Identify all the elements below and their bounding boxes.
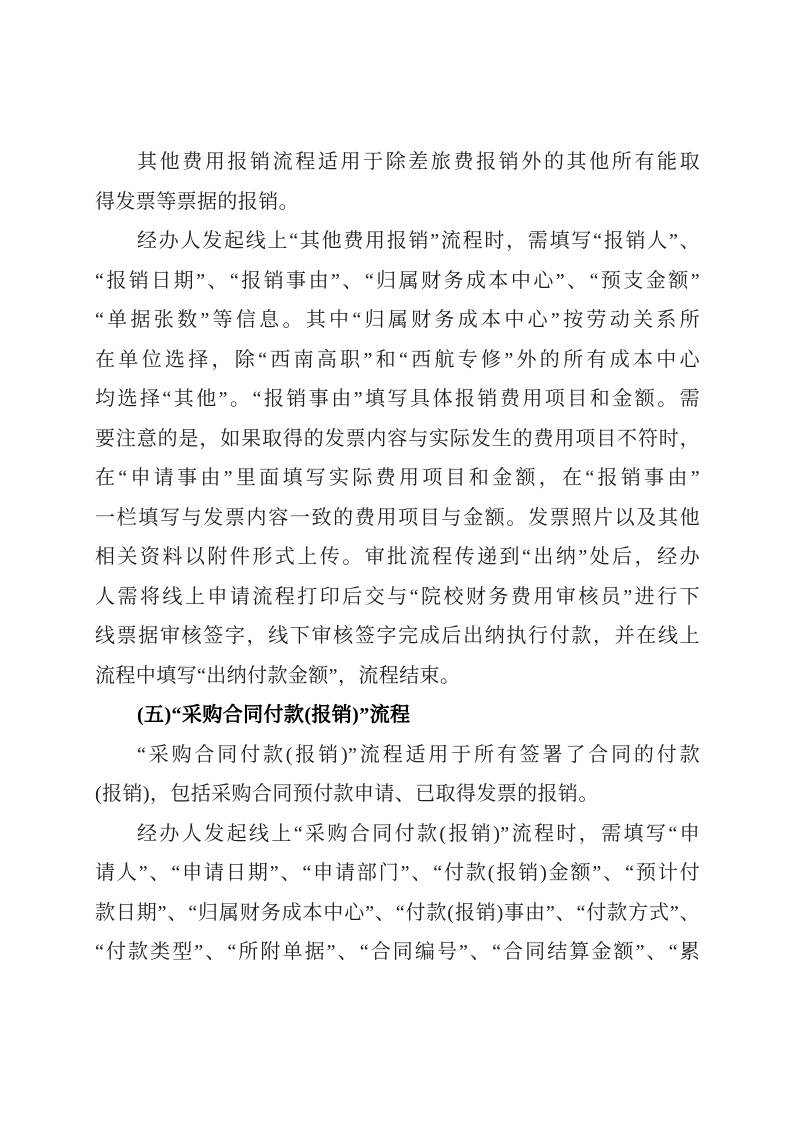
- text-line: 流程中填写“出纳付款金额”，流程结束。: [95, 664, 461, 687]
- text-line: 请人”、“申请日期”、“申请部门”、“付款(报销)金额”、“预计付: [95, 862, 700, 884]
- paragraph: [95, 222, 700, 696]
- text-line: 线票据审核签字，线下审核签字完成后出纳执行付款，并在线上: [95, 625, 700, 647]
- paragraph: [95, 143, 700, 222]
- text-line: “采购合同付款(报销)”流程适用于所有签署了合同的付款: [137, 743, 700, 766]
- heading-line: (五)“采购合同付款(报销)”流程: [137, 704, 411, 726]
- text-line: 人需将线上申请流程打印后交与“院校财务费用审核员”进行下: [95, 585, 700, 608]
- text-line: 款日期”、“归属财务成本中心”、“付款(报销)事由”、“付款方式”、: [95, 901, 700, 924]
- section-heading: [95, 696, 700, 736]
- paragraph: [95, 736, 700, 815]
- text-line: 相关资料以附件形式上传。审批流程传递到“出纳”处后，经办: [95, 546, 700, 568]
- text-line: 在单位选择，除“西南高职”和“西航专修”外的所有成本中心: [95, 348, 700, 371]
- text-line: “报销日期”、“报销事由”、“归属财务成本中心”、“预支金额”: [95, 269, 700, 292]
- text-line: 要注意的是，如果取得的发票内容与实际发生的费用项目不符时，: [95, 427, 700, 450]
- text-line: (报销)，包括采购合同预付款申请、已取得发票的报销。: [95, 783, 599, 805]
- text-line: 在“申请事由”里面填写实际费用项目和金额，在“报销事由”: [95, 467, 700, 489]
- text-line: 均选择“其他”。“报销事由”填写具体报销费用项目和金额。需: [95, 388, 700, 410]
- text-line: “单据张数”等信息。其中“归属财务成本中心”按劳动关系所: [95, 309, 700, 331]
- paragraph: [95, 815, 700, 973]
- text-line: 经办人发起线上“采购合同付款(报销)”流程时，需填写“申: [137, 822, 700, 845]
- text-line: “付款类型”、“所附单据”、“合同编号”、“合同结算金额”、“累: [95, 941, 700, 963]
- text-line: 经办人发起线上“其他费用报销”流程时，需填写“报销人”、: [137, 230, 700, 252]
- text-line: 其他费用报销流程适用于除差旅费报销外的其他所有能取: [137, 151, 700, 173]
- text-line: 一栏填写与发票内容一致的费用项目与金额。发票照片以及其他: [95, 506, 700, 529]
- text-line: 得发票等票据的报销。: [95, 190, 299, 213]
- document-text-block: [95, 143, 700, 973]
